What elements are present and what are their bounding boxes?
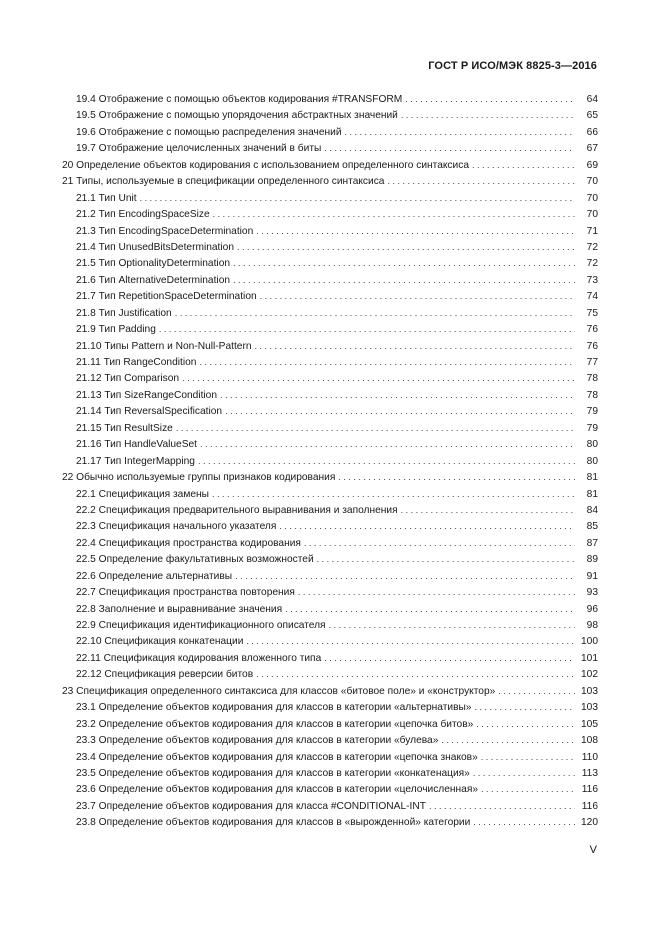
toc-entry-page: 72 (586, 258, 598, 270)
toc-entry-page: 76 (586, 324, 598, 336)
toc-entry-page: 103 (581, 702, 598, 714)
toc-entry-page: 84 (586, 504, 598, 516)
toc-entry[interactable] (62, 551, 598, 567)
toc-entry-title: 21.1 Тип Unit (76, 192, 137, 204)
toc-entry-page: 80 (586, 439, 598, 451)
toc-entry-page: 81 (586, 488, 598, 500)
document-header: ГОСТ Р ИСО/МЭК 8825-3—2016 (428, 60, 597, 72)
toc-leader-dots (200, 436, 575, 452)
toc-entry-title: 22.2 Спецификация предварительного выравнивания и заполнения (76, 504, 398, 516)
toc-entry-page: 79 (586, 406, 598, 418)
toc-leader-dots (401, 502, 575, 518)
toc-leader-dots (498, 683, 575, 699)
toc-entry-title: 23.7 Определение объектов кодирования для класса #CONDITIONAL-INT (76, 800, 426, 812)
toc-leader-dots (140, 190, 575, 206)
toc-entry-page: 116 (581, 800, 598, 812)
toc-entry-page: 102 (581, 669, 598, 681)
toc-entry-title: 21.7 Тип RepetitionSpaceDetermination (76, 291, 257, 303)
toc-entry-title: 23 Спецификация определенного синтаксиса для классов «битовое поле» и «конструктор» (62, 685, 496, 697)
toc-entry[interactable] (62, 666, 598, 682)
toc-leader-dots (256, 666, 575, 682)
toc-entry-title: 22.7 Спецификация пространства повторения (76, 587, 295, 599)
toc-leader-dots (329, 617, 575, 633)
toc-leader-dots (324, 650, 575, 666)
toc-entry-page: 108 (581, 735, 598, 747)
toc-leader-dots (220, 387, 575, 403)
toc-entry-page: 79 (586, 422, 598, 434)
toc-entry-title: 22.4 Спецификация пространства кодирования (76, 537, 301, 549)
toc-entry[interactable] (62, 568, 598, 584)
toc-entry-page: 116 (581, 784, 598, 796)
toc-entry[interactable] (62, 765, 598, 781)
toc-entry-page: 80 (586, 455, 598, 467)
toc-entry-page: 81 (586, 472, 598, 484)
toc-entry[interactable] (62, 321, 598, 337)
toc-entry-title: 23.5 Определение объектов кодирования для классов в категории «конкатенация» (76, 767, 470, 779)
toc-entry[interactable] (62, 190, 598, 206)
toc-entry[interactable] (62, 223, 598, 239)
toc-entry[interactable] (62, 518, 598, 534)
toc-entry-page: 77 (586, 357, 598, 368)
toc-leader-dots (401, 107, 575, 123)
toc-entry-title: 22.11 Спецификация кодирования вложенного типа (76, 652, 322, 664)
toc-entry-title: 19.7 Отображение целочисленных значений в биты (76, 143, 322, 155)
toc-entry-page: 103 (581, 685, 598, 697)
toc-entry-page: 87 (586, 537, 598, 549)
toc-entry[interactable] (62, 370, 598, 386)
toc-entry[interactable] (62, 420, 598, 436)
toc-entry-title: 19.5 Отображение с помощью упорядочения абстрактных значений (76, 110, 398, 122)
toc-entry-title: 22.9 Спецификация идентификационного описателя (76, 620, 326, 631)
toc-entry[interactable] (62, 798, 598, 814)
toc-leader-dots (260, 288, 575, 304)
toc-entry-page: 65 (586, 110, 598, 122)
toc-entry-page: 113 (581, 767, 598, 779)
toc-entry-title: 23.2 Определение объектов кодирования для классов в категории «цепочка битов» (76, 718, 474, 730)
toc-leader-dots (235, 568, 575, 584)
toc-entry-page: 72 (586, 241, 598, 253)
toc-leader-dots (304, 535, 575, 551)
toc-entry-page: 70 (586, 192, 598, 204)
toc-entry-title: 21.10 Типы Pattern и Non-Null-Pattern (76, 340, 252, 352)
toc-entry-title: 21.5 Тип OptionalityDetermination (76, 258, 231, 270)
toc-leader-dots (298, 584, 575, 600)
toc-leader-dots (441, 732, 575, 748)
toc-leader-dots (198, 453, 575, 469)
table-of-contents (62, 91, 598, 831)
toc-entry-page: 75 (586, 307, 598, 319)
toc-entry[interactable] (62, 502, 598, 518)
toc-leader-dots (481, 749, 575, 765)
toc-entry-title: 22 Обычно используемые группы признаков кодирования (62, 472, 336, 484)
toc-leader-dots (387, 173, 575, 189)
toc-leader-dots (199, 354, 575, 370)
toc-entry[interactable] (62, 716, 598, 732)
toc-entry[interactable] (62, 683, 598, 699)
page-number: V (589, 844, 597, 856)
toc-entry[interactable] (62, 633, 598, 649)
toc-entry-title: 20 Определение объектов кодирования с использованием определенного синтаксиса (62, 159, 469, 171)
toc-entry[interactable] (62, 601, 598, 617)
toc-entry[interactable] (62, 403, 598, 419)
toc-entry-title: 21.4 Тип UnusedBitsDetermination (76, 241, 234, 253)
toc-entry-page: 71 (586, 225, 598, 237)
toc-entry-title: 23.8 Определение объектов кодирования для классов в «вырожденной» категории (76, 817, 471, 829)
toc-entry[interactable] (62, 91, 598, 107)
toc-entry-page: 101 (581, 652, 598, 664)
toc-entry-page: 64 (586, 94, 598, 105)
toc-leader-dots (225, 403, 575, 419)
toc-leader-dots (213, 206, 575, 222)
toc-leader-dots (212, 486, 575, 502)
toc-entry[interactable] (62, 584, 598, 600)
toc-entry-title: 22.6 Определение альтернативы (76, 570, 233, 582)
toc-entry[interactable] (62, 486, 598, 502)
toc-entry[interactable] (62, 650, 598, 666)
toc-leader-dots (472, 157, 575, 173)
toc-entry[interactable] (62, 157, 598, 173)
toc-entry-page: 100 (581, 636, 598, 648)
toc-leader-dots (176, 420, 575, 436)
toc-entry[interactable] (62, 173, 598, 189)
toc-leader-dots (233, 272, 575, 288)
toc-entry-page: 66 (586, 126, 598, 138)
toc-entry-title: 22.12 Спецификация реверсии битов (76, 669, 254, 681)
toc-entry-title: 21.13 Тип SizeRangeCondition (76, 389, 218, 401)
toc-entry-page: 105 (581, 718, 598, 730)
toc-entry-title: 22.5 Определение факультативных возможностей (76, 554, 314, 566)
toc-entry-page: 70 (586, 176, 598, 188)
toc-entry-title: 21.17 Тип IntegerMapping (76, 455, 195, 467)
toc-entry[interactable] (62, 436, 598, 452)
toc-entry-title: 23.4 Определение объектов кодирования для классов в категории «цепочка знаков» (76, 751, 478, 763)
toc-entry-page: 91 (586, 570, 598, 582)
toc-entry-page: 96 (586, 603, 598, 615)
toc-entry[interactable] (62, 255, 598, 271)
toc-entry-page: 93 (586, 587, 598, 599)
toc-entry[interactable] (62, 732, 598, 748)
toc-entry[interactable] (62, 535, 598, 551)
toc-entry-title: 21.8 Тип Justification (76, 307, 172, 319)
toc-entry[interactable] (62, 288, 598, 304)
toc-entry-page: 76 (586, 340, 598, 352)
toc-entry-title: 21.6 Тип AlternativeDetermination (76, 274, 231, 286)
toc-entry-title: 23.6 Определение объектов кодирования для классов в категории «целочисленная» (76, 784, 478, 796)
toc-leader-dots (473, 814, 575, 830)
toc-leader-dots (429, 798, 575, 814)
toc-entry[interactable] (62, 617, 598, 633)
toc-entry[interactable] (62, 272, 598, 288)
toc-entry-page: 98 (586, 620, 598, 631)
toc-entry-title: 22.1 Спецификация замены (76, 488, 209, 500)
toc-leader-dots (159, 321, 575, 337)
toc-entry-page: 74 (586, 291, 598, 303)
toc-leader-dots (338, 469, 575, 485)
toc-leader-dots (279, 518, 575, 534)
toc-leader-dots (237, 239, 575, 255)
toc-entry[interactable] (62, 305, 598, 321)
toc-entry[interactable] (62, 206, 598, 222)
toc-entry-page: 70 (586, 209, 598, 221)
toc-entry[interactable] (62, 140, 598, 156)
toc-entry[interactable] (62, 239, 598, 255)
toc-leader-dots (481, 781, 575, 797)
toc-leader-dots (246, 633, 575, 649)
toc-leader-dots (175, 305, 575, 321)
toc-entry-page: 78 (586, 373, 598, 385)
toc-entry[interactable] (62, 453, 598, 469)
toc-entry-title: 21.15 Тип ResultSize (76, 422, 173, 434)
toc-entry[interactable] (62, 781, 598, 797)
toc-leader-dots (285, 601, 575, 617)
toc-entry-page: 89 (586, 554, 598, 566)
toc-leader-dots (324, 140, 575, 156)
toc-entry[interactable] (62, 387, 598, 403)
toc-entry-title: 22.10 Спецификация конкатенации (76, 636, 244, 648)
toc-entry-title: 21 Типы, используемые в спецификации определенного синтаксиса (62, 176, 385, 188)
toc-entry-title: 19.4 Отображение с помощью объектов кодирования #TRANSFORM (76, 94, 403, 105)
toc-leader-dots (233, 255, 575, 271)
toc-entry-page: 78 (586, 389, 598, 401)
toc-entry[interactable] (62, 124, 598, 140)
toc-entry-title: 21.14 Тип ReversalSpecification (76, 406, 223, 418)
toc-entry-title: 22.8 Заполнение и выравнивание значения (76, 603, 283, 615)
toc-leader-dots (182, 370, 575, 386)
toc-leader-dots (256, 223, 575, 239)
toc-leader-dots (255, 338, 575, 354)
toc-leader-dots (317, 551, 575, 567)
toc-leader-dots (473, 765, 575, 781)
toc-entry[interactable] (62, 699, 598, 715)
toc-entry[interactable] (62, 814, 598, 830)
toc-entry[interactable] (62, 469, 598, 485)
toc-entry-title: 23.3 Определение объектов кодирования для классов в категории «булева» (76, 735, 439, 747)
toc-entry-page: 85 (586, 521, 598, 533)
toc-entry-title: 21.2 Тип EncodingSpaceSize (76, 209, 210, 221)
toc-leader-dots (476, 716, 575, 732)
toc-entry[interactable] (62, 338, 598, 354)
toc-leader-dots (405, 91, 575, 107)
toc-entry-title: 23.1 Определение объектов кодирования для классов в категории «альтернативы» (76, 702, 472, 714)
toc-entry-page: 67 (586, 143, 598, 155)
toc-entry-title: 22.3 Спецификация начального указателя (76, 521, 277, 533)
toc-entry-title: 21.16 Тип HandleValueSet (76, 439, 198, 451)
toc-entry[interactable] (62, 107, 598, 123)
toc-leader-dots (474, 699, 575, 715)
toc-entry-title: 21.3 Тип EncodingSpaceDetermination (76, 225, 254, 237)
toc-entry-title: 19.6 Отображение с помощью распределения значений (76, 126, 342, 138)
toc-entry-page: 110 (581, 751, 598, 763)
toc-entry-page: 69 (586, 159, 598, 171)
toc-entry-title: 21.9 Тип Padding (76, 324, 156, 336)
toc-entry-page: 73 (586, 274, 598, 286)
toc-entry-title: 21.12 Тип Comparison (76, 373, 180, 385)
toc-entry[interactable] (62, 354, 598, 370)
toc-leader-dots (345, 124, 575, 140)
toc-entry[interactable] (62, 749, 598, 765)
toc-entry-page: 120 (581, 817, 598, 829)
toc-entry-title: 21.11 Тип RangeCondition (76, 357, 197, 368)
